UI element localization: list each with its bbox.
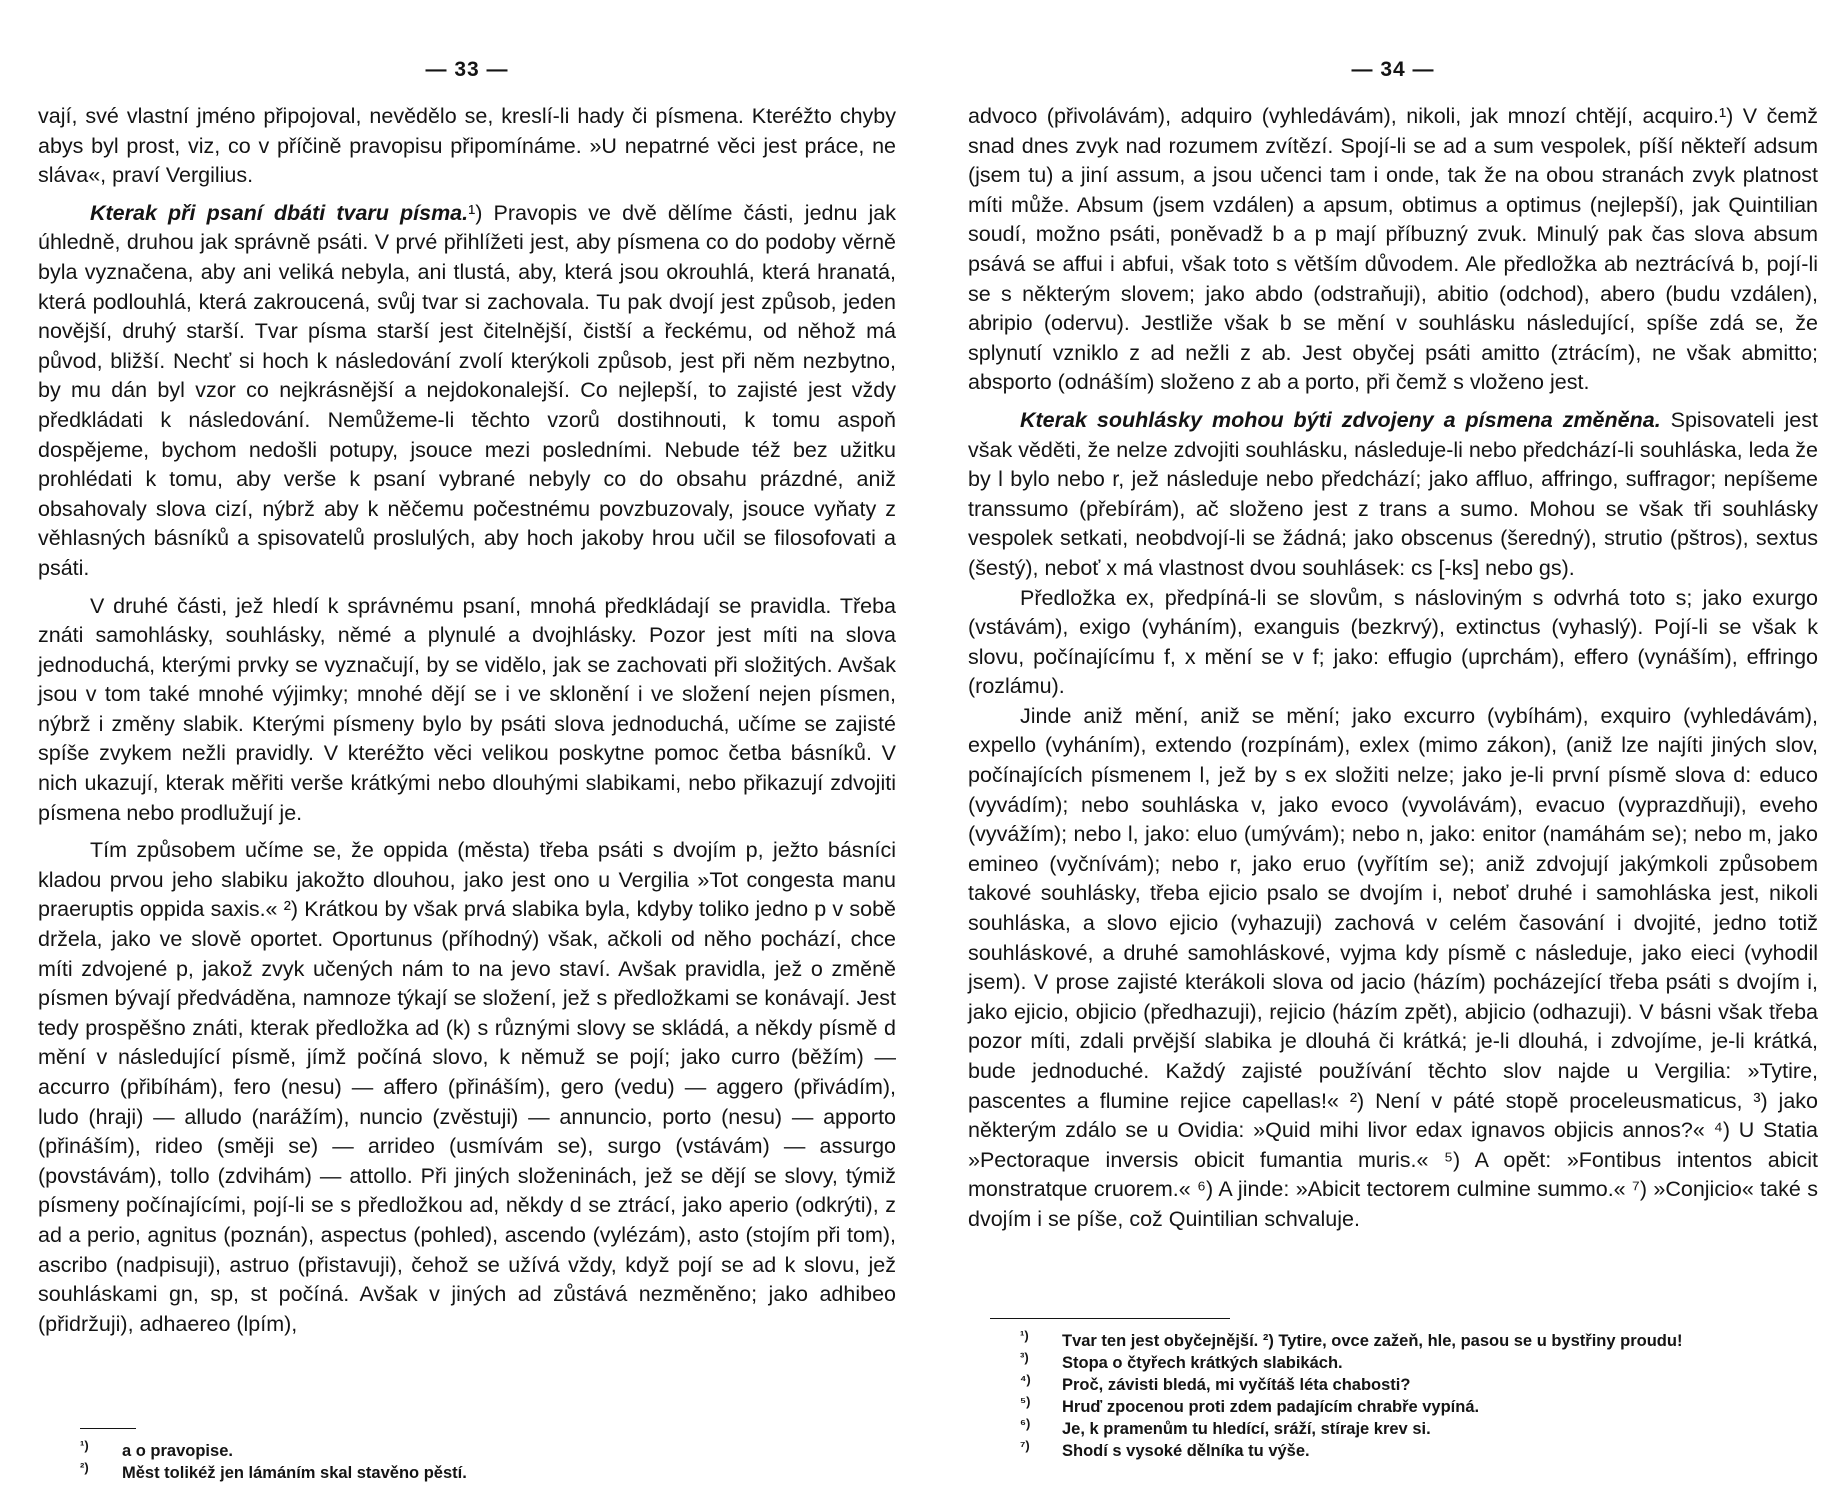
paragraph: advoco (přivolávám), adquiro (vyhledávám), nikoli, jak mnozí chtějí, acquiro.¹) V čemž snad dnes zvyk nad rozumem zvítězí. Spojí-li se ad a sum vespolek, píší někteří adsum (jsem tu) a jiní assum, a jsou učenci tam i onde, tak že na obou stranách zvyk platnost míti může. Absum (jsem vzdálen) a apsum, obtimus a optimus (nejlepší), jak Quintilian soudí, možno psáti, poněvadž b a p mají příbuzný zvuk. Minulý pak čas slova absum psává se affui i abfui, však toto s větším důvodem. Ale předložka ab neztrácívá b, pojí-li se s některým slovem; jako abdo (odstraňuji), abitio (odchod), abero (budu vzdálen), abripio (odervu). Jestliže však b se mění v souhlásku následující, spíše zdá se, že splynutí vzniklo z ad nežli z ab. Jest obyčej psáti amitto (ztrácím), ne však abmitto; absporto (odnáším) složeno z ab a porto, při čemž s vloženo jest. (968, 104, 1818, 395)
footnote: $^{^5)}$ Hruď zpocenou proti zdem padajícím chrabře vypíná. (1020, 1393, 1480, 1416)
footnote-text: Proč, závisti bledá, mi vyčítáš léta chabosti? (1062, 1376, 1411, 1394)
paragraph: vají, své vlastní jméno připojoval, nevědělo se, kreslí-li hady či písmena. Kteréžto chyby abys byl prost, viz, co v příčině pravopisu připomínáme. »U nepatrné věci jest práce, ne sláva«, praví Vergilius. (38, 104, 896, 188)
footnote-text: a o pravopise. (122, 1442, 233, 1460)
page-33 (38, 0, 896, 1500)
footnote-divider (990, 1318, 1230, 1319)
footnote-divider (80, 1428, 136, 1429)
page-body (38, 102, 896, 1339)
page-number: — 34 — (1351, 58, 1435, 81)
footnote-text: Stopa o čtyřech krátkých slabikách. (1062, 1354, 1343, 1372)
footnotes-page-34 (1020, 1327, 1820, 1462)
section-heading: Kterak při psaní dbáti tvaru písma. (90, 200, 469, 225)
footnote: $^{^7)}$ Shodí s vysoké dělníka tu výše. (1020, 1437, 1310, 1460)
footnote-text: Hruď zpocenou proti zdem padajícím chrabře vypíná. (1062, 1398, 1480, 1416)
footnote: $^{^4)}$ Proč, závisti bledá, mi vyčítáš léta chabosti? (1020, 1371, 1411, 1394)
paragraph: Předložka ex, předpíná-li se slovům, s násloviným s odvrhá toto s; jako exurgo (vstávám), exigo (vyháním), exanguis (bezkrvý), extinctus (vyhaslý). Pojí-li se však k slovu, počínajícímu f, x mění se v f; jako: effugio (uprchám), effero (vynáším), effringo (rozlámu). (968, 585, 1818, 699)
paragraph: Jinde aniž mění, aniž se mění; jako excurro (vybíhám), exquiro (vyhledávám), expello (vyháním), extendo (rozpínám), exlex (mimo zákon), (aniž lze najíti jiných slov, počínajících písmenem l, jež by s ex složiti nelze; jako je-li první písmě slova d: educo (vyvádím); nebo souhláska v, jako evoco (vyvolávám), evacuo (vyprazdňuji), eveho (vyvážím); nebo l, jako: eluo (umývám); nebo n, jako: enitor (namáhám se); nebo m, jako emineo (vyčnívám); nebo r, jako eruo (vyřítím se); aniž zdvojují jakýmkoli způsobem takové souhlásky, třeba ejicio psalo se dvojím i, neboť druhé i samohláska jest, nikoli souhláska, a slovo ejicio (vyhazuji) zachová v celém časování i dvojité, jedno totiž souhláskové, a druhé samohláskové, vyjma kdy písmě c následuje, jako eieci (vyhodil jsem). V prose zajisté kterákoli slova od jacio (házím) pocházející třeba psáti s dvojím i, jako ejicio, objicio (předhazuji), rejicio (házím zpět), abjicio (odhazuji). V básni však třeba pozor míti, zdali prvější slabika je dlouhá či krátká; je-li dlouhá, i zdvojíme, je-li krátká, bude jednoduché. Každý zajisté používání těchto slov najde u Vergilia: »Tytire, pascentes a flumine rejice capellas!« ²) Není v páté stopě proceleusmaticus, ³) jako některým zdálo se u Ovidia: »Quid mihi livor edax ignavos objicis annos?« ⁴) U Statia »Pectoraque inversis obicit fumantia muris.« ⁵) A opět: »Fontibus intentos abicit monstratque cruorem.« ⁶) A jinde: »Abicit tectorem culmine summo.« ⁷) »Conjicio« také s dvojím i se píše, což Quintilian schvaluje. (968, 703, 1818, 1231)
paragraph: V druhé části, jež hledí k správnému psaní, mnohá předkládají se pravidla. Třeba znáti samohlásky, souhlásky, němé a plynulé a dvojhlásky. Pozor jest míti na slova jednoduchá, kterými prvky se vyznačují, by se vidělo, jak se zachovati při složitých. Avšak jsou v tom také mnohé výjimky; mnohé dějí se i ve sklonění i ve složení nejen písmen, nýbrž i změny slabik. Kterými písmeny bylo by psáti slova jednoduchá, učíme se zajisté spíše zvykem nežli pravidly. V kteréžto věci velikou poskytne pomoc četba básníků. V nich ukazují, kterak měřiti verše krátkými nebo dlouhými slabikami, nebo přikazují zdvojiti písmena nebo prodlužují je. (38, 593, 896, 825)
page-number: — 33 — (425, 58, 509, 81)
footnote: $^{^1)}$ Tvar ten jest obyčejnější. ²) Tytire, ovce zažeň, hle, pasou se u bystřiny proudu! (1020, 1327, 1683, 1350)
footnote: $^{^6)}$ Je, k pramenům tu hledící, sráží, stíraje krev si. (1020, 1415, 1431, 1438)
paragraph-section-heading: Kterak při psaní dbáti tvaru písma.¹) Pravopis ve dvě dělíme části, jednu jak úhledně, druhou jak správně psáti. V prvé přihlížeti jest, aby písmena co do podoby věrně byla vyznačena, aby ani veliká nebyla, ani tlustá, aby, která jsou okrouhlá, která hranatá, která podlouhlá, která zakroucená, svůj tvar si zachovala. Tu pak dvojí jest způsob, jeden novější, druhý starší. Tvar písma starší jest čitelnější, čistší a řeckému, od něhož má původ, bližší. Nechť si hoch k následování zvolí kterýkoli způsob, jest při něm nezbytno, by mu dán byl vzor co nejkrásnější a nejdokonalejší. Co nejlepší, to zajisté jest vždy předkládati k následování. Nemůžeme-li těchto vzorů dostihnouti, k tomu aspoň dospějeme, bychom nedošli potupy, jsouce mezi posledními. Nebude též bez užitku prohlédati k tomu, aby verše k psaní vybrané nebyly co do obsahu prázdné, aniž obsahovaly slova cizí, nýbrž aby k něčemu počestnému povzbuzovaly, jsouce vyňaty z věhlasných básníků a spisovatelů proslulých, aby hoch jakoby hrou učil se filosofovati a psáti. (38, 200, 896, 580)
section-heading: Kterak souhlásky mohou býti zdvojeny a písmena změněna. (1020, 407, 1661, 432)
footnote-text: Je, k pramenům tu hledící, sráží, stíraje krev si. (1062, 1420, 1431, 1438)
footnotes-page-33 (80, 1437, 840, 1484)
footnote-text: Tvar ten jest obyčejnější. ²) Tytire, ovce zažeň, hle, pasou se u bystřiny proudu! (1062, 1332, 1683, 1350)
paragraph-section-heading: Kterak souhlásky mohou býti zdvojeny a písmena změněna. Spisovateli jest však věděti, že nelze zdvojiti souhlásku, následuje-li nebo předchází-li souhláska, leda že by l bylo nebo r, jež následuje nebo předchází; jako affluo, affringo, suffragor; nepíšeme transsumo (přebírám), ač složeno jest z trans a sumo. Mohou se však tři souhlásky vespolek setkati, neobdvojí-li se žádná; jako obscenus (šeredný), strutio (pštros), sextus (šestý), neboť x má vlastnost dvou souhlásek: cs [-ks] nebo gs). (968, 407, 1818, 580)
footnote-text: Měst tolikéž jen lámáním skal stavěno pěstí. (122, 1464, 467, 1482)
footnote: $^{^3)}$ Stopa o čtyřech krátkých slabikách. (1020, 1349, 1343, 1372)
page-34 (968, 0, 1818, 1500)
footnote: $^{^2)}$ Měst tolikéž jen lámáním skal stavěno pěstí. (80, 1459, 467, 1482)
footnote: $^{^1)}$ a o pravopise. (80, 1437, 233, 1460)
footnote-text: Shodí s vysoké dělníka tu výše. (1062, 1442, 1310, 1460)
page-body (968, 102, 1818, 1235)
paragraph: Tím způsobem učíme se, že oppida (města) třeba psáti s dvojím p, ježto básníci kladou prvou jeho slabiku jakožto dlouhou, jako jest ono u Vergilia »Tot congesta manu praeruptis oppida saxis.« ²) Krátkou by však prvá slabika byla, kdyby toliko jedno p v sobě držela, jako ve slově oportet. Oportunus (příhodný) však, ačkoli od něho pochází, chce míti zdvojené p, jakož zvyk učených nám to na jevo staví. Avšak pravidla, jež o změně písmen bývají předváděna, namnoze týkají se složení, jež s předložkami se konávají. Jest tedy prospěšno znáti, kterak předložka ad (k) s různými slovy se skládá, a někdy písmě d mění v následující písmě, jímž počíná slovo, k němuž se pojí; jako curro (běžím) — accurro (přibíhám), fero (nesu) — affero (přináším), gero (vedu) — aggero (přivádím), ludo (hraji) — alludo (narážím), nuncio (zvěstuji) — annuncio, porto (nesu) — apporto (přináším), rideo (směji se) — arrideo (usmívám se), surgo (vstávám) — assurgo (povstávám), tollo (zdvihám) — attollo. Při jiných složeninách, jež se dějí se slovy, týmiž písmeny počínajícími, pojí-li se s předložkou ad, někdy d se ztrácí, jako aperio (odkrýti), z ad a perio, agnitus (poznán), aspectus (pohled), ascendo (vylézám), asto (stojím při tom), ascribo (nadpisuji), astruo (přistavuji), čehož se užívá vždy, když pojí se ad k slovu, jež souhláskami gn, sp, st počíná. Avšak v jiných ad zůstává nezměněno; jako adhibeo (přidržuji), adhaereo (lpím), (38, 838, 896, 1336)
